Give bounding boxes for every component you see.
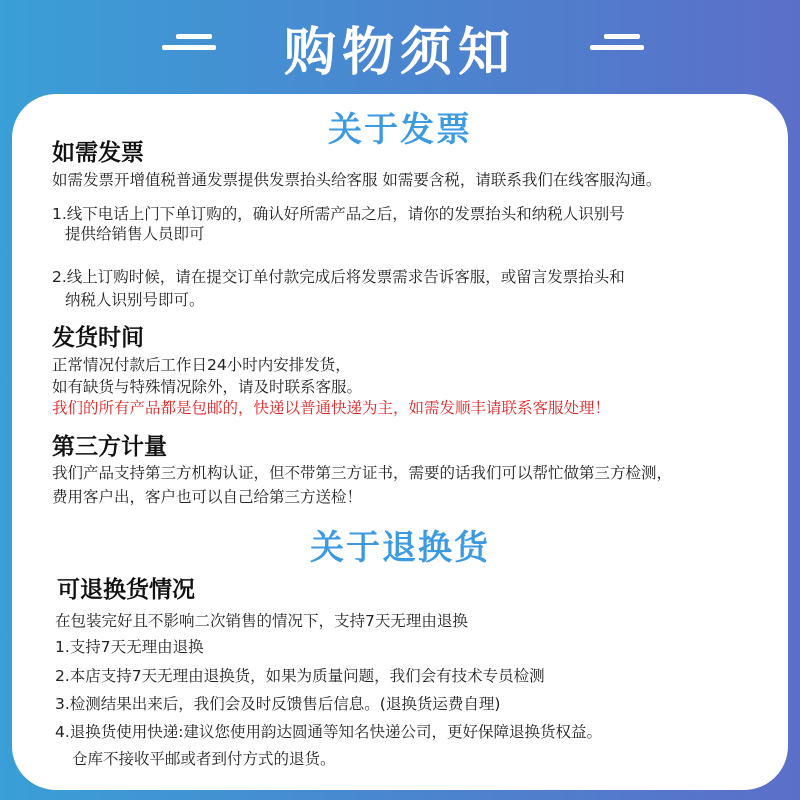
page-title: 购物须知 — [283, 23, 516, 83]
calibration-line-2: 费用客户出，客户也可以自己给第三方送检！ — [52, 488, 363, 506]
invoice-item-1-line-2: 提供给销售人员即可 — [65, 225, 205, 243]
decor-lines-icon — [590, 34, 650, 56]
page-header — [0, 0, 800, 92]
returns-heading: 可退换货情况 — [57, 577, 195, 603]
returns-item-2: 2.本店支持7天无理由退换货，如果为质量问题，我们会有技术专员检测 — [55, 667, 545, 685]
invoice-intro: 如需发票开增值税普通发票提供发票抬头给客服 如需要含税，请联系我们在线客服沟通。 — [52, 171, 662, 189]
returns-item-3: 3.检测结果出来后，我们会及时反馈售后信息。(退换货运费自理) — [55, 695, 501, 713]
invoice-heading: 如需发票 — [52, 140, 144, 166]
calibration-heading: 第三方计量 — [52, 434, 167, 460]
shipping-notice: 我们的所有产品都是包邮的，快递以普通快递为主，如需发顺丰请联系客服处理！ — [52, 399, 611, 417]
returns-item-4-line-2: 仓库不接收平邮或者到付方式的退货。 — [72, 750, 336, 768]
shipping-line-2: 如有缺货与特殊情况除外，请及时联系客服。 — [52, 378, 363, 396]
notice-card — [12, 94, 788, 790]
shipping-heading: 发货时间 — [52, 325, 144, 351]
section-title-returns: 关于退换货 — [310, 528, 490, 568]
returns-intro: 在包装完好且不影响二次销售的情况下，支持7天无理由退换 — [55, 612, 468, 630]
returns-item-1: 1.支持7天无理由退换 — [55, 638, 204, 656]
invoice-item-2-line-1: 2.线上订购时候，请在提交订单付款完成后将发票需求告诉客服，或留言发票抬头和 — [52, 268, 625, 286]
shipping-line-1: 正常情况付款后工作日24小时内安排发货， — [52, 356, 351, 374]
section-title-invoice: 关于发票 — [328, 110, 472, 150]
invoice-item-2-line-2: 纳税人识别号即可。 — [65, 291, 205, 309]
invoice-item-1-line-1: 1.线下电话上门下单订购的，确认好所需产品之后，请你的发票抬头和纳税人识别号 — [52, 205, 625, 223]
calibration-line-1: 我们产品支持第三方机构认证，但不带第三方证书，需要的话我们可以帮忙做第三方检测， — [52, 464, 673, 482]
returns-item-4-line-1: 4.退换货使用快递:建议您使用韵达圆通等知名快递公司，更好保障退换货权益。 — [55, 723, 603, 741]
